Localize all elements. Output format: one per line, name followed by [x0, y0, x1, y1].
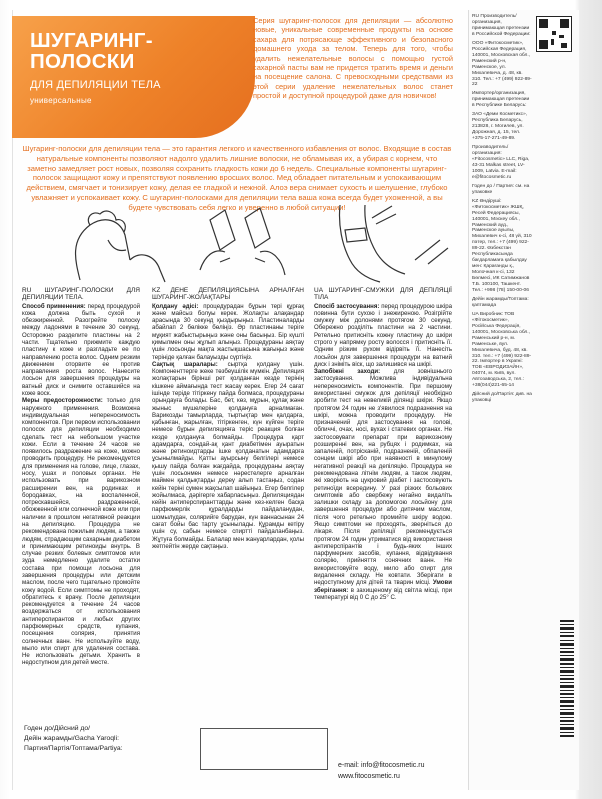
ru-heading: RU ШУГАРИНГ-ПОЛОСКИ ДЛЯ ДЕПИЛЯЦИИ ТЕЛА.	[22, 287, 140, 302]
side-group: RU Производитель/ организация, принимающая претензии в Российской Федерации:	[472, 14, 531, 37]
ru-cautions-label: Меры предосторожности:	[22, 397, 103, 405]
side-group: KZ Өндіруші: «Фитокосметик» ЖШҚ, Ресей Федерациясы, 140001, Мәскеу обл., Раменский ауд., Раменское ауылы, Михалевич к-сі, 48 үй, 310 пәтер, тел.: +7 (499) 922-89-22. Өзбекстан Республикасында бағдарламаға қабылдау мен: Қарағанды қ., Молочная к-сі, 132 Бөлмесі, ИК Сатимжанов Т.Б. 100100, Ташкент. Тел.: +998 (78) 150-00-06	[472, 198, 532, 293]
side-group: ООО «Фитокосметик», Российская Федерация, 140001, Московская обл., Раменский р-н, Раменское, ул. Михалевича, д. 48, кв. 310. Тел.: +7 (499) 922-89-22	[472, 40, 532, 88]
ua-storage-text: в захищеному від світла місці, при температурі від 0 С до 25° С.	[314, 586, 452, 601]
expiry-batch-box	[200, 728, 328, 770]
product-title	[30, 30, 153, 72]
ru-method-text: перед процедурой кожа должна быть сухой и обезжиренной. Разогрейте полоску между ладонями в течение 30 секунд. Осторожно разделите пластины на 2 части. Тщательно прижмите каждую пластину к коже и разгладьте ее по направлению роста волос. Одним резким движением оторвите ее против направления роста волос. Нанесите лосьон для завершения процедуры на ватный диск и снимите оставшийся на коже воск.	[22, 302, 140, 397]
ua-heading: UA ШУГАРИНГ-СМУЖКИ ДЛЯ ДЕПІЛЯЦІЇ ТІЛА	[314, 287, 452, 302]
product-title-line1: ШУГАРИНГ-	[30, 29, 153, 52]
expiry-label: Годен до/Дійсний до/	[24, 725, 91, 732]
kz-heading: KZ ДЕНЕ ДЕПИЛЯЦИЯСЫНА АРНАЛҒАН ШУГАРИНГ-ЖОЛАҚТАРЫ	[152, 287, 304, 302]
contacts	[338, 760, 424, 782]
qr-code-icon	[536, 16, 572, 52]
product-variant: универсальные	[30, 96, 92, 105]
ua-method-label: Спосіб застосування:	[314, 302, 380, 310]
contact-website: www.fitocosmetic.ru	[338, 773, 400, 780]
instructions-ru	[22, 287, 140, 667]
side-group: UA Виробник: ТОВ «Фітокосметик», Російська Федерація, 140001, Московська обл., Раменський р-н, м. Раменське, вул. Михалевича, буд. 48, кв. 310. тел.: +7 (499) 922-89-22. Імпортер в Україні: ТОВ «ЕВРОДИЗАЙН», 04074, м. Київ, вул. Автозаводська, 2, тел.: +38(044)221-65-14	[472, 311, 532, 389]
leg-application-icon	[339, 205, 448, 282]
side-group: Годен до / Партия: см. на упаковке	[472, 183, 530, 195]
usage-illustrations	[20, 200, 460, 285]
kz-method-label: Қолдану әдісі:	[152, 302, 199, 310]
product-subtitle: ДЛЯ ДЕПИЛЯЦИИ ТЕЛА	[30, 79, 161, 91]
batch-label: Партия/Партія/Топтама/Partiya:	[24, 745, 123, 752]
kz-cautions-label: Сақтық шаралары:	[152, 360, 218, 368]
ua-method-text: перед процедурою шкіра повинна бути сухою і знежиреною. Розігрійте смужку між долонями протягом 30 секунд. Обережно розділіть пластини на 2 частини. Ретельно притисніть кожну пластину до шкіри строго у напрямку росту волосся і притисніть її. Одним різким рухом відірвіть її. Нанесіть лосьйон для завершення процедури на ватний диск і зніміть віск, що залишився на шкірі.	[314, 302, 452, 368]
side-group: Производитель/ организация: «Fitocosmetic» LLC, Riga, 43-31 Malkas street, LV-1009, Latvia. E-mail: e@fitocosmetic.ru	[472, 145, 530, 180]
contact-email: e-mail: info@fitocosmetic.ru	[338, 762, 425, 769]
hands-warming-icon	[76, 211, 165, 282]
ru-cautions-text: только для наружного применения. Возможна индивидуальная непереносимость компонентов. При первом использовании полосок для депиляции необходимо сделать тест на небольшом участке кожи. Если в течение 24 часов не появилось раздражение на коже, можно проводить процедуру. Не рекомендуется для применения на голове, лице, глазах, носу, ушах и половых органах. Не использовать при варикозном расширении вен, на родинках и бородавках, на воспаленной, потрескавшейся, раздраженной, обожженной или солнечной коже или при наличии в прошлом негативной реакции на депиляцию. Процедура не рекомендована пожилым людям, а также людям, страдающим сахарным диабетом и принимающим ретиноиды внутрь. В случае резких болевых симптомов или зуда немедленно удалите остатки состава при помощи лосьона для завершения процедуры или детским маслом, после чего тщательно промойте кожу водой. Если симптомы не проходят, обратитесь к врачу. После депиляции рекомендуется в течение 24 часов воздержаться от использования антиперспирантов и любых других парфюмерных средств, купания, посещения солярия, принятия солнечных ванн. Не используйте воду, мыло или спирт для удаления состава. Не использовать детьми. Хранить в недоступном для детей месте.	[22, 397, 140, 667]
instructions-kz	[152, 287, 304, 550]
instructions-ua	[314, 287, 452, 601]
product-description: Шугаринг-полоски для депиляции тела — это гарантия легкого и качественного избавления от волос. Входящие в состав натуральные компоненты позволяют надолго удалить лишние волоски, не обламывая их, а убирая с корнем, что заметно замедляет рост новых, позволяя сохранить гладкость кожи до 6 недель. Специальные компоненты шугаринг-полосок защищают кожу и препятствуют появлению вросших волос. Мед обладает питательным и успокаивающим действием, смягчает и тонизирует кожу, делая ее гладкой и нежной. Алоэ вера снимает сухость и шелушение, глубоко увлажняет и успокаивает кожу. С шугаринг-полосками для депиляции тела ваша кожа всегда будет ухоженной, а вы будете чувствовать себя легко и уверенно в любой ситуации!	[22, 144, 452, 212]
expiry-label-kz: Дейін жарамды/Gacha Yaroqli:	[24, 735, 119, 742]
kz-cautions-text: сыртқа қолдану үшін. Компоненттерге жеке төзбеушілік мүмкін. Депиляция жолақтарын бірінші рет қолданған кезде терінің кішкене аймағында тест жасау керек. Егер 24 сағат ішінде терiде тітіркену пайда болмаса, процедураны орындауға болады. Бас, бет, көз, мұрын, құлақ және жыныс мүшелерiне қолдануға арналмаған. Варикозды тамырларда, тыртықтар мен қалдарға, қабынған, жарылған, тітіркенген, күн күйген терiге немесе бұрын депиляцияға теріс реакция болған кезде қолдануға болмайды. Процедура қарт адамдарға, сондай-ақ қант диабетімен ауыратын және ретиноидтарды ішке қолданатын адамдарға ұсынылмайды. Қатты ауырсыну белгілері немесе қышу пайда болған жағдайда, процедураны аяқтау үшін лосьонмен немесе нәрестелерге арналған маймен қалдықтарды дереу алып тастаңыз, содан кейін терiні сумен жақсылап шайыңыз. Егер белгілер жойылмаса, дәрігерге хабарласыңыз. Депиляциядан кейін антиперспиранттарды және кез-келген басқа парфюмерлік құралдарды пайдаланудан, шомылудан, солярийге барудан, күн ваннасынан 24 сағат бойы бас тарту ұсынылады. Құрамды кетіру үшін су, сабын немесе спиртті пайдаланбаңыз. Жұтуға болмайды. Балалар мен жануарлардан, қолы жетпейтін жерде сақтаңыз.	[152, 360, 304, 550]
ua-cautions-text: для зовнішнього застосування. Можлива індивідуальна непереносимість компонентів. При першому використанні смужок для депіляції необхідно зробити тест на невеликій ділянці шкіри. Якщо протягом 24 годин не з'явилося подразнення на шкірі, можна проводити процедуру. Не призначений для застосування на голові, обличчі, очах, носі, вухах і статевих органах. Не застосовувати препарат при варикозному розширенні вен, на рубцях і родимках, на запаленій, потрісканій, подразненій, обпаленій сонцем шкірі або при наявності в минулому негативної реакції на депіляцію. Процедура не рекомендована літнім людям, а також людям, які хворіють на цукровий діабет і застосовують ретиноїди всередину. У разі різких больових симптомів або свербежу негайно видаліть залишки складу за допомогою лосьйону для завершення процедури або дитячим маслом, після чого ретельно промийте шкіру водою. Якщо симптоми не проходять, зверніться до лікаря. Після депіляції рекомендується протягом 24 годин утриматися від використання антиперспірантів і будь-яких інших парфумерних засобів, купання, відвідування солярію, прийняття сонячних ванн. Не використовуйте воду, мило або спирт для видалення складу. Не ковтати. Зберігати в недоступному для дітей та тварин місці.	[314, 368, 452, 587]
strip-separating-icon	[200, 208, 285, 275]
side-group: Дійсний до/Партія: див. на упаковці	[472, 392, 532, 404]
product-title-line2: ПОЛОСКИ	[30, 50, 135, 73]
barcode-icon	[560, 620, 574, 740]
side-group: Импортер/организация, принимающая претензии в Республике Беларусь:	[472, 91, 530, 109]
side-legal-text	[472, 14, 532, 407]
expiry-batch-labels	[24, 724, 123, 754]
intro-text: Серия шугаринг-полосок для депиляции — абсолютно новые, уникальные современные продукты на основе сахара для потрясающе эффективного и безопасного домашнего ухода за телом. Теперь для того, чтобы удалить нежелательные волосы с помощью густой сахарной пасты вам не придется тратить время и деньги на посещение салона. С превосходными средствами из этой серии удаление нежелательных волос станет простой и доступной процедурой даже для новичков!	[253, 16, 453, 101]
ua-storage-label: Умови зберігання:	[314, 579, 452, 594]
side-group: Дейін жарамды/Топтама: қаптамада	[472, 296, 529, 308]
ua-cautions-label: Запобіжні заходи:	[314, 368, 381, 376]
side-group: ЗАО «Деми Косметикс», Республика Беларусь, 213828, г. Могилев, ул. Дорожная, д. 15, тел. +375-17-271-49-89.	[472, 112, 528, 142]
ru-method-label: Способ применения:	[22, 302, 86, 310]
kz-method-text: процедурадан бұрын тері құрғақ және майсыз болуы керек. Жолақты алақандар арасында 30 секунд қыздырыңыз. Пластиналарды абайлап 2 бөлікке бөліңіз. Әр пластинаны терiге мұқият жабыстырыңыз және оны басыңыз. Бір күшті қимылмен оны жұлып алыңыз. Процедураны аяқтау үшін лосьонды мақта жастықшасына жағыңыз және терiнiде қалған балауызды сүртіңіз.	[152, 302, 304, 361]
